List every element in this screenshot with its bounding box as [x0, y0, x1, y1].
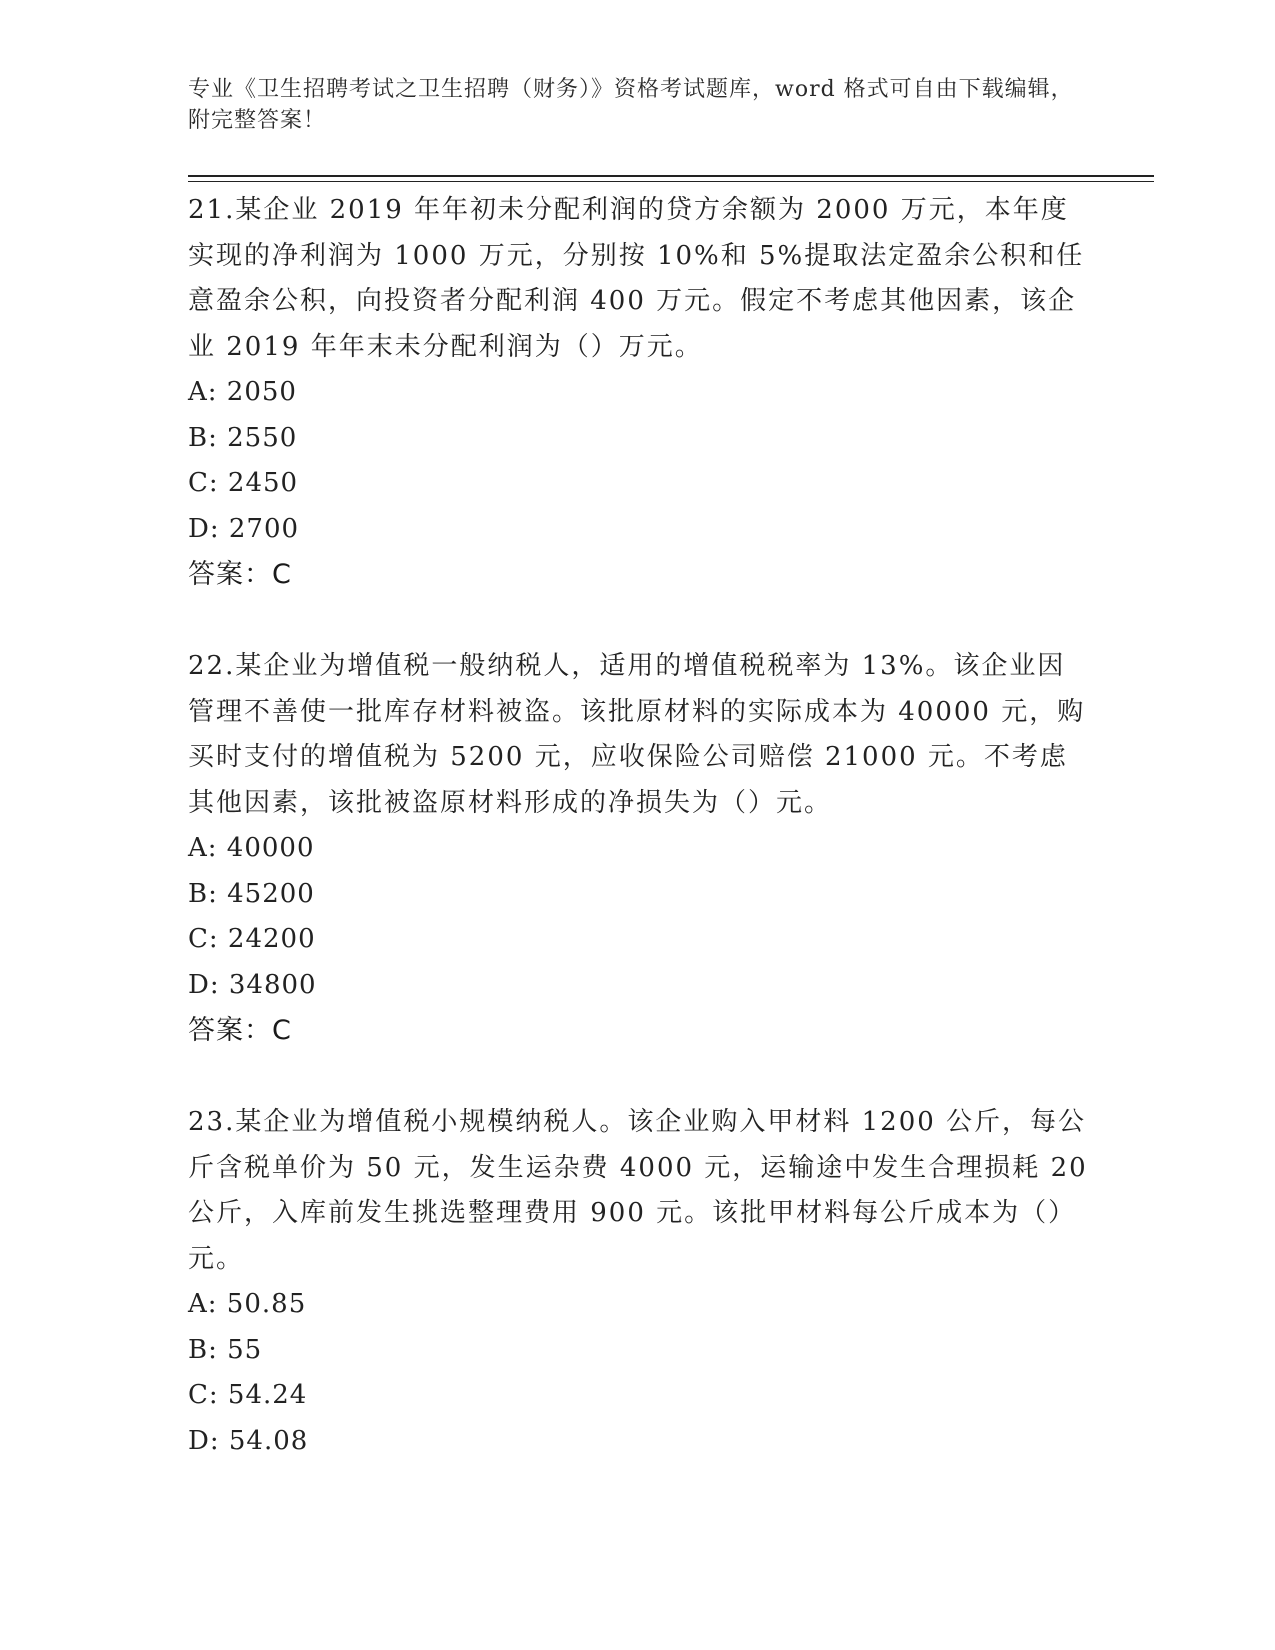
header-divider-thin [188, 181, 1154, 182]
question-21 [188, 188, 1088, 598]
question-text: 21.某企业 2019 年年初未分配利润的贷方余额为 2000 万元，本年度实现的净利润为 1000 万元，分别按 10%和 5%提取法定盈余公积和任意盈余公积，向投资者分配利润 400 万元。假定不考虑其他因素，该企业 2019 年年末未分配利润为（）万元。 [188, 195, 1085, 362]
header-divider-thick [188, 175, 1154, 177]
option-a: A: 50.85 [188, 1289, 307, 1319]
option-a: A: 2050 [188, 377, 297, 407]
option-c: C: 54.24 [188, 1380, 308, 1410]
option-d: D: 54.08 [188, 1425, 309, 1456]
option-a: A: 40000 [188, 833, 315, 863]
option-c: C: 2450 [188, 468, 299, 498]
option-b: B: 2550 [188, 422, 298, 453]
option-d: D: 34800 [188, 969, 317, 1000]
question-22 [188, 644, 1088, 1054]
option-b: B: 55 [188, 1334, 263, 1365]
answer: 答案：C [188, 1015, 292, 1046]
option-c: C: 24200 [188, 924, 316, 954]
question-23 [188, 1100, 1088, 1464]
document-header: 专业《卫生招聘考试之卫生招聘（财务）》资格考试题库，word 格式可自由下载编辑，附完整答案！ [188, 77, 1074, 133]
option-b: B: 45200 [188, 878, 315, 909]
question-text: 22.某企业为增值税一般纳税人，适用的增值税税率为 13%。该企业因管理不善使一批库存材料被盗。该批原材料的实际成本为 40000 元，购买时支付的增值税为 5200 元，应收保险公司赔偿 21000 元。不考虑其他因素，该批被盗原材料形成的净损失为（）元。 [188, 651, 1086, 818]
question-text: 23.某企业为增值税小规模纳税人。该企业购入甲材料 1200 公斤，每公斤含税单价为 50 元，发生运杂费 4000 元，运输途中发生合理损耗 20 公斤，入库前发生挑选整理费用 900 元。该批甲材料每公斤成本为（）元。 [188, 1107, 1088, 1274]
option-d: D: 2700 [188, 513, 300, 544]
answer: 答案：C [188, 559, 292, 590]
